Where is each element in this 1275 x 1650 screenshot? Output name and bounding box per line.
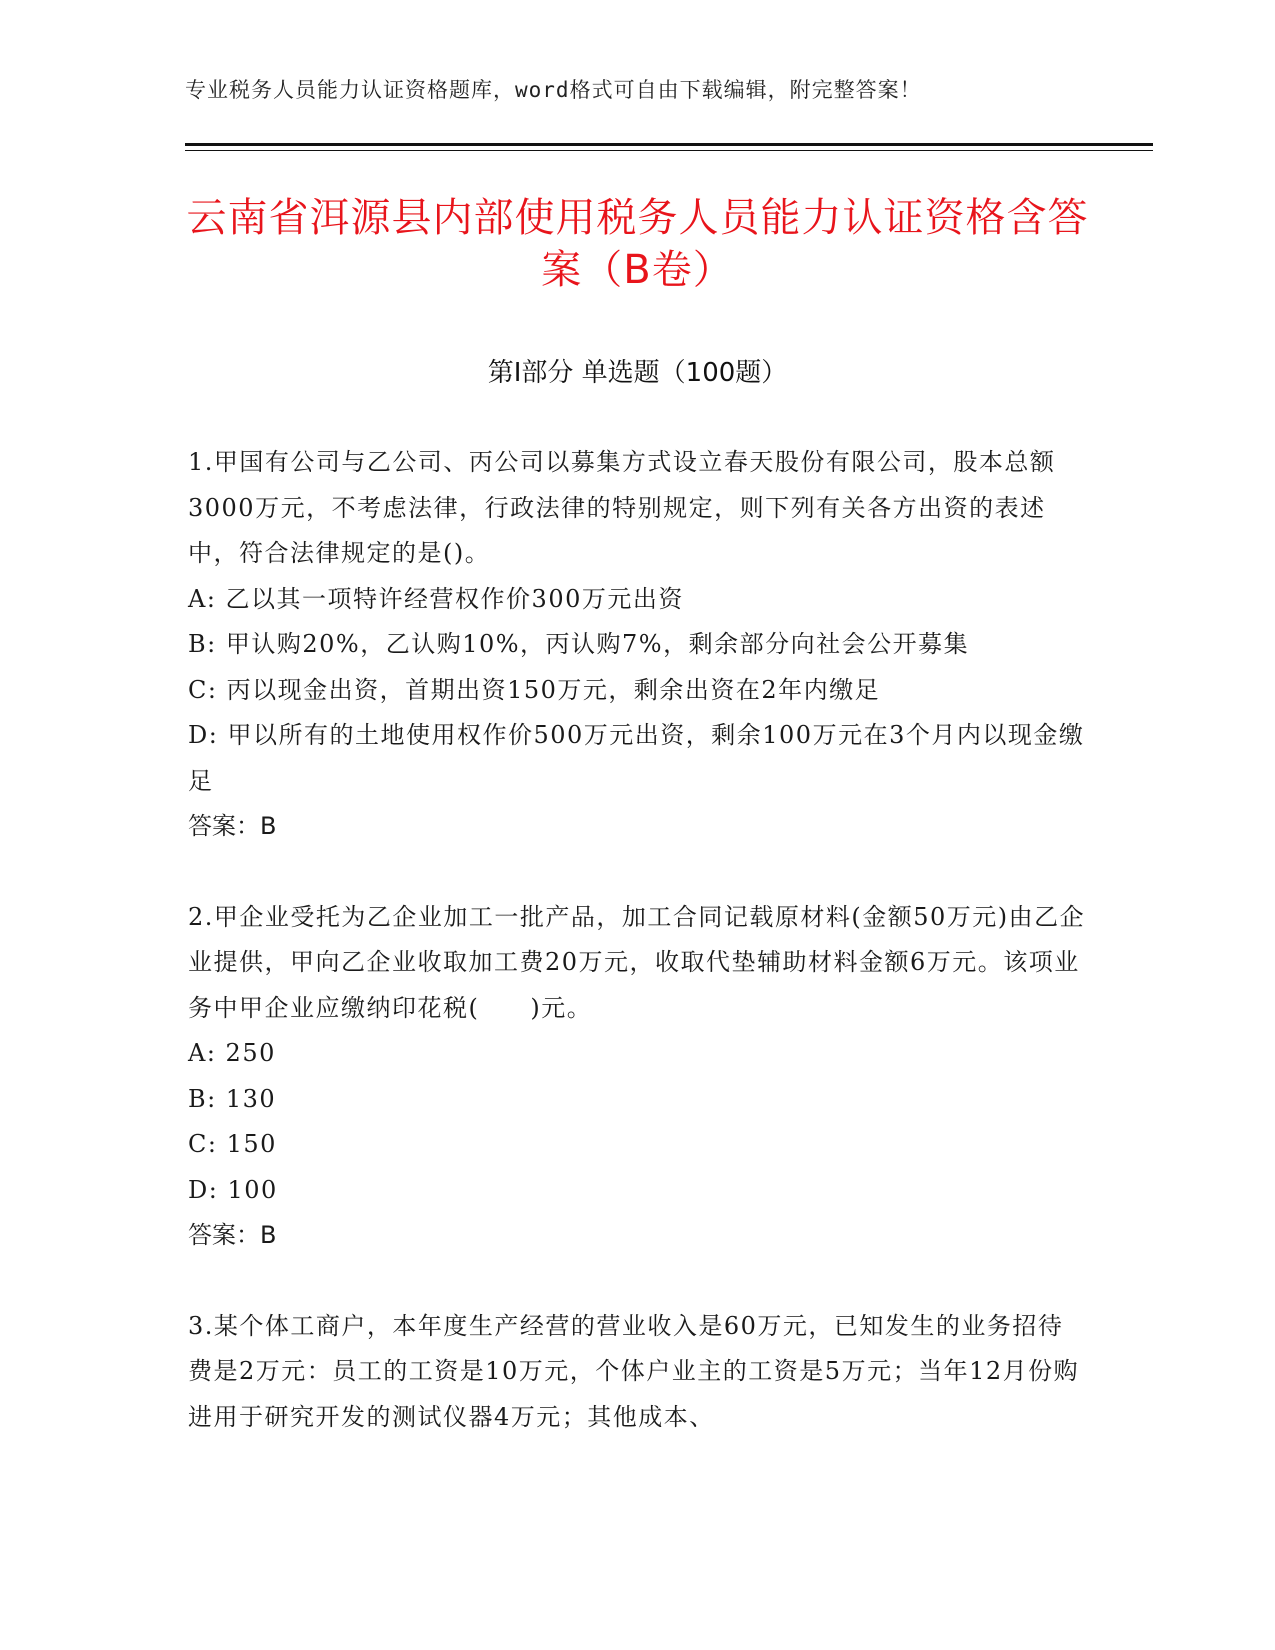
section-title: 第Ⅰ部分 单选题（100题） <box>487 358 788 388</box>
option-d: D: 甲以所有的土地使用权作价500万元出资，剩余100万元在3个月内以现金缴足 <box>188 721 1085 795</box>
header-note: 专业税务人员能力认证资格题库，word格式可自由下载编辑，附完整答案！ <box>185 78 922 102</box>
answer: 答案：B <box>188 812 277 840</box>
question-stem: 3.某个体工商户，本年度生产经营的营业收入是60万元，已知发生的业务招待费是2万元：员工的工资是10万元，个体户业主的工资是5万元；当年12月份购进用于研究开发的测试仪器4万元；其他成本、 <box>188 1311 1080 1431</box>
question-1 <box>188 440 1088 850</box>
option-b: B: 甲认购20%，乙认购10%，丙认购7%，剩余部分向社会公开募集 <box>188 630 970 658</box>
option-d: D: 100 <box>188 1175 278 1204</box>
question-stem: 1.甲国有公司与乙公司、丙公司以募集方式设立春天股份有限公司，股本总额3000万元，不考虑法律，行政法律的特别规定，则下列有关各方出资的表述中，符合法律规定的是()。 <box>188 448 1056 567</box>
answer: 答案：B <box>188 1221 277 1249</box>
question-list <box>188 440 1088 1440</box>
question-3 <box>188 1304 1088 1441</box>
question-2 <box>188 895 1088 1259</box>
option-b: B: 130 <box>188 1084 277 1113</box>
header-rule-thin <box>185 150 1153 151</box>
question-stem: 2.甲企业受托为乙企业加工一批产品，加工合同记载原材料(金额50万元)由乙企业提供，甲向乙企业收取加工费20万元，收取代垫辅助材料金额6万元。该项业务中甲企业应缴纳印花税( )元。 <box>188 902 1086 1022</box>
option-c: C: 150 <box>188 1130 277 1158</box>
option-c: C: 丙以现金出资，首期出资150万元，剩余出资在2年内缴足 <box>188 675 881 704</box>
option-a: A: 250 <box>188 1039 276 1067</box>
document-title: 云南省洱源县内部使用税务人员能力认证资格含答案（B卷） <box>186 195 1089 293</box>
option-a: A: 乙以其一项特许经营权作价300万元出资 <box>188 584 684 613</box>
header-rule-thick <box>185 143 1153 146</box>
